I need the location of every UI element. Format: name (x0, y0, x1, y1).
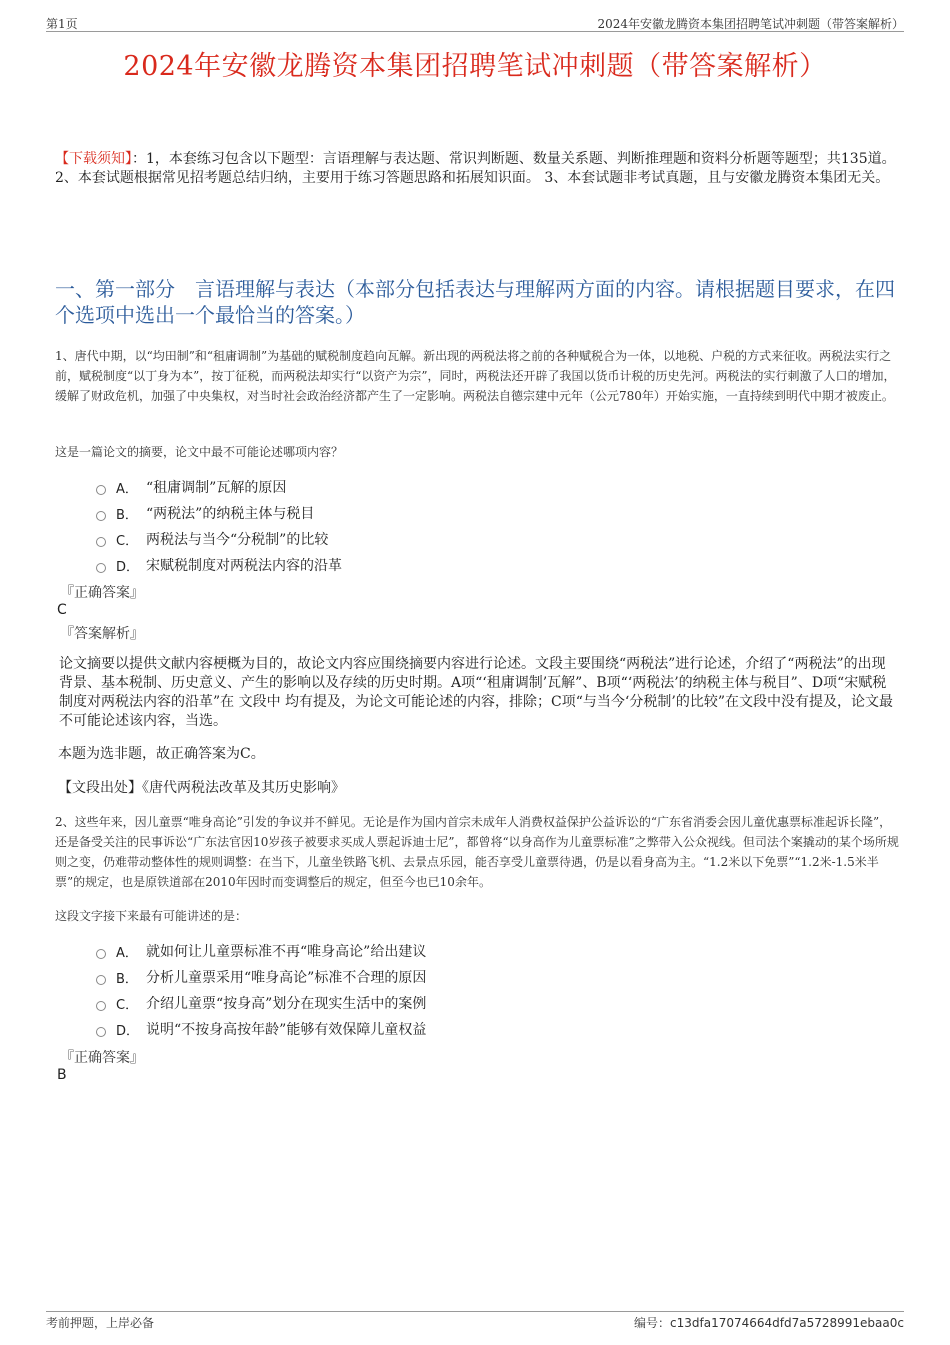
question-2-option-d[interactable]: D． 说明“不按身高按年龄”能够有效保障儿童权益 (96, 1016, 426, 1042)
footer-code (634, 1314, 904, 1331)
footer-slogan: 考前押题，上岸必备 (46, 1316, 155, 1330)
question-1-text: 1、唐代中期，以“均田制”和“租庸调制”为基础的赋税制度趋向瓦解。新出现的两税法将之前的各种赋税合为一体，以地税、户税的方式来征收。两税法实行之前，赋税制度“以丁身为本”，按丁征税，而两税法却实行“以资产为宗”，同时，两税法还开辟了我国以货币计税的历史先河。两税法的实行刺激了人口的增加，缓解了财政危机，加强了中央集权，对当时社会政治经济都产生了一定影响。两税法自德宗建中元年（公元780年）开始实施，一直持续到明代中期才被废止。 (55, 349, 896, 403)
radio-icon[interactable] (96, 975, 106, 985)
question-1-answer-label: 『正确答案』 (60, 585, 144, 601)
question-2-option-b[interactable]: B． 分析儿童票采用“唯身高论”标准不合理的原因 (96, 964, 426, 990)
question-2-text: 2、这些年来，因儿童票“唯身高论”引发的争议并不鲜见。无论是作为国内首宗未成年人消费权益保护公益诉讼的“广东省消委会因儿童优惠票标准起诉长隆”，还是备受关注的民事诉讼“广东法官因10岁孩子被要求买成人票起诉迪士尼”，都曾将“以身高作为儿童票标准”之弊带入公众视线。但司法个案撬动的某个场所规则之变，仍难带动整体性的规则调整：在当下，儿童坐铁路飞机、去景点乐园，能否享受儿童票待遇，仍是以看身高为主。“1.2米以下免票”“1.2米-1.5米半票”的规定，也是原铁道部在2010年因时而变调整后的规定，但至今也已10余年。 (55, 815, 899, 889)
footer-code-value: c13dfa17074664dfd7a5728991ebaa0c (670, 1316, 904, 1330)
question-1-options (96, 474, 342, 578)
radio-icon[interactable] (96, 511, 106, 521)
radio-icon[interactable] (96, 563, 106, 573)
document-title: 2024年安徽龙腾资本集团招聘笔试冲刺题（带答案解析） (123, 51, 827, 82)
header-divider (46, 31, 904, 32)
radio-icon[interactable] (96, 537, 106, 547)
question-2-option-a[interactable]: A． 就如何让儿童票标准不再“唯身高论”给出建议 (96, 938, 426, 964)
question-1-option-a[interactable]: A． “租庸调制”瓦解的原因 (96, 474, 342, 500)
question-1-conclusion: 本题为选非题，故正确答案为C。 (58, 746, 265, 762)
source-label: 【文段出处】 (58, 780, 142, 796)
question-1-answer: C (57, 602, 67, 618)
question-1-source (58, 777, 345, 797)
question-2-option-c[interactable]: C． 介绍儿童票“按身高”划分在现实生活中的案例 (96, 990, 426, 1016)
question-2-prompt: 这段文字接下来最有可能讲述的是： (55, 909, 248, 923)
question-1-analysis: 论文摘要以提供文献内容梗概为目的，故论文内容应围绕摘要内容进行论述。文段主要围绕“两税法”进行论述，介绍了“两税法”的出现背景、基本税制、历史意义、产生的影响以及存续的历史时期。A项“‘租庸调制’瓦解”、B项“‘两税法’的纳税主体与税目”、D项“宋赋税制度对两税法内容的沿革”在 文段中 均有提及，为论文可能论述的内容，排除；C项“与当今‘分税制’的比较”在文段中没有提及，论文最不可能论述该内容，当选。 (59, 656, 893, 729)
source-title: 《唐代两税法改革及其历史影响》 (142, 780, 345, 796)
download-notice (55, 150, 900, 188)
question-2-answer: B (57, 1067, 67, 1083)
notice-label: 【下载须知】 (55, 151, 132, 167)
running-title: 2024年安徽龙腾资本集团招聘笔试冲刺题（带答案解析） (597, 17, 904, 31)
radio-icon[interactable] (96, 1001, 106, 1011)
notice-text: ：1，本套练习包含以下题型：言语理解与表达题、常识判断题、数量关系题、判断推理题和资料分析题等题型；共135道。 2、本套试题根据常见招考题总结归纳，主要用于练习答题思路和拓展知识面。 3、本套试题非考试真题，且与安徽龙腾资本集团无关。 (55, 151, 896, 186)
question-1-option-b[interactable]: B． “两税法”的纳税主体与税目 (96, 500, 342, 526)
question-1-analysis-label: 『答案解析』 (60, 626, 144, 642)
question-2-options (96, 938, 426, 1042)
radio-icon[interactable] (96, 1027, 106, 1037)
question-2-answer-label: 『正确答案』 (60, 1050, 144, 1066)
footer-code-label: 编号： (634, 1316, 671, 1330)
radio-icon[interactable] (96, 485, 106, 495)
question-1-option-d[interactable]: D． 宋赋税制度对两税法内容的沿革 (96, 552, 342, 578)
footer-divider (46, 1311, 904, 1312)
question-1-option-c[interactable]: C． 两税法与当今“分税制”的比较 (96, 526, 342, 552)
section-heading: 一、第一部分 言语理解与表达（本部分包括表达与理解两方面的内容。请根据题目要求，在四个选项中选出一个最恰当的答案。） (55, 277, 895, 327)
radio-icon[interactable] (96, 949, 106, 959)
question-1-prompt: 这是一篇论文的摘要，论文中最不可能论述哪项内容？ (55, 445, 344, 459)
page-number: 第1页 (46, 17, 78, 31)
